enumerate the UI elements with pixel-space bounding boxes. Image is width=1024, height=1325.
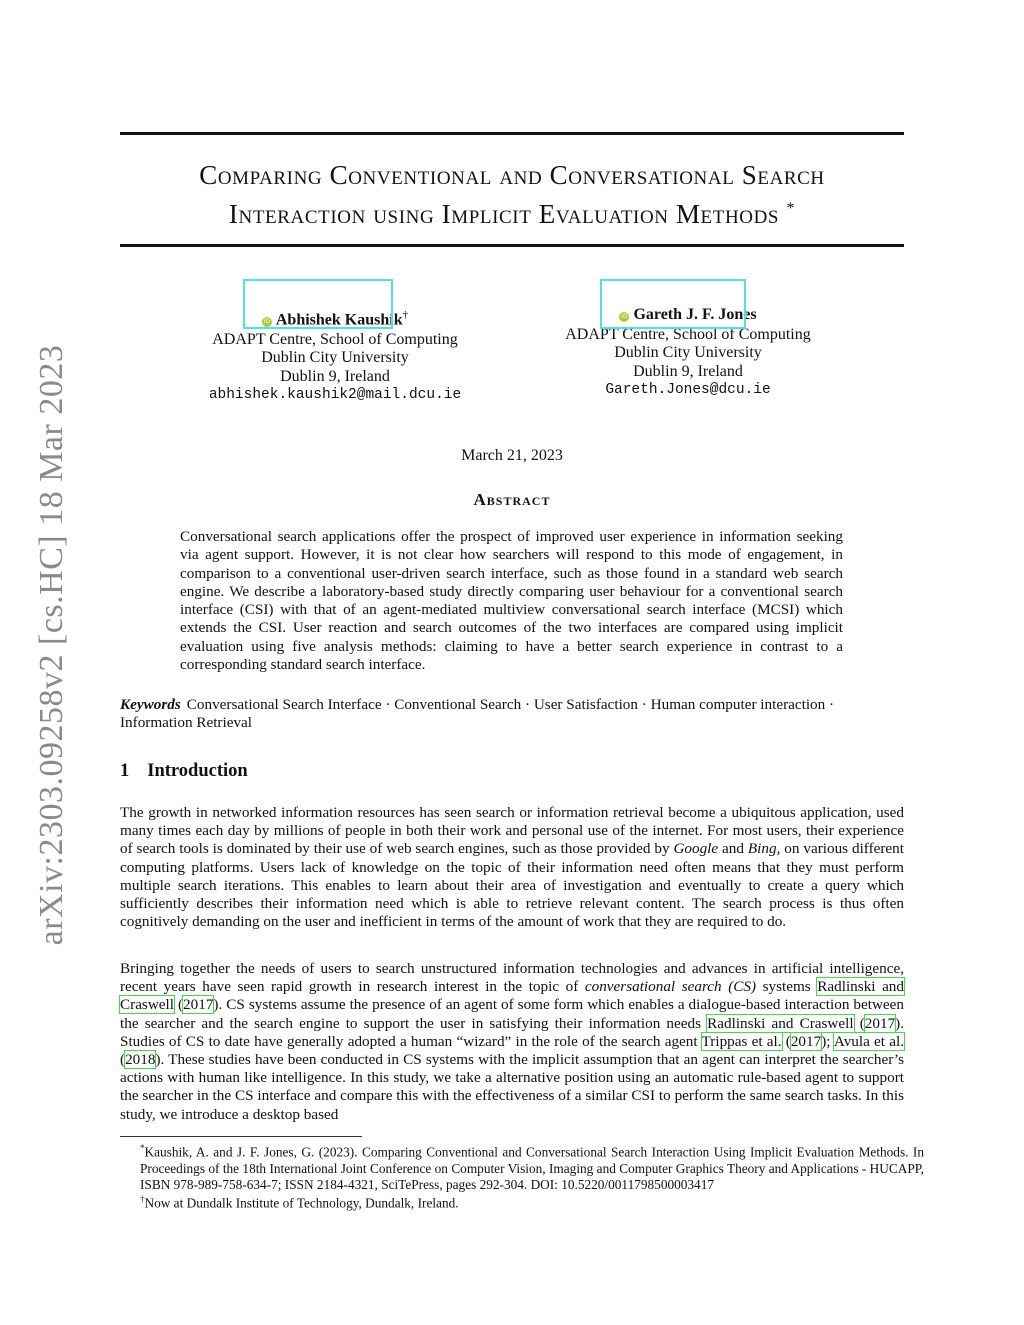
emphasis-bing: Bing: [747, 840, 777, 858]
author-name-link[interactable]: [617, 305, 758, 326]
title-line-1: Comparing Conventional and Conversational Search: [199, 160, 825, 190]
citation-year-link[interactable]: 2018: [125, 1051, 156, 1069]
abstract-heading: Abstract: [473, 490, 551, 509]
title-bottom-rule: [120, 244, 904, 247]
footnote-rule: [120, 1136, 362, 1137]
citation-year-link[interactable]: 2017: [183, 996, 214, 1014]
paragraph-text: , on various different computing platforms. Users lack of knowledge on the topic of their information need often means that they must perform multiple search iterations. This enables to learn about their area of investigation and eventually to create a query which sufficiently describes their information need which is able to retrieve relevant content. The search process is thus often cognitively demanding on the user and inefficient in terms of the amount of work that they are required to do.: [120, 840, 904, 931]
section-title: Introduction: [147, 761, 248, 781]
paragraph-text: and: [718, 840, 748, 858]
paragraph-text: . CS systems assume the presence of an agent of some form which enables a dialogue-based interaction between the searcher and the search engine to support the user in satisfying their information needs: [120, 996, 904, 1032]
emphasis-google: Google: [673, 840, 719, 858]
keywords: [120, 696, 904, 733]
footnote-text: Kaushik, A. and J. F. Jones, G. (2023). Comparing Conventional and Conversational Search Interaction Using Implicit Evaluation Methods. In Proceedings of the 18th International Joint Conference on Computer Vision, Imaging and Computer Graphics Theory and Applications - HUCAPP, ISBN 978-989-758-634-7; ISSN 2184-4321, SciTePress, pages 292-304. DOI: 10.5220/0011798500003417: [140, 1144, 924, 1193]
section-number: 1: [120, 761, 130, 781]
section-heading-introduction: [120, 761, 248, 782]
author-block-1: [185, 305, 485, 405]
paragraph-text: . These studies have been conducted in CS systems with the implicit assumption that an agent can interpret the searcher’s actions with human like intelligence. In this study, we take a alternative position using an automatic rule-based agent to support the searcher in the CS interface and compare this with the effectiveness of a similar CSI to perform the same search tasks. In this study, we introduce a desktop based: [120, 1051, 904, 1123]
paper-date: March 21, 2023: [461, 447, 563, 464]
paper-title: [120, 158, 904, 231]
citation-link[interactable]: Trippas et al.: [701, 1032, 782, 1050]
orcid-icon[interactable]: iD: [263, 318, 271, 326]
keywords-text: Conversational Search Interface · Conventional Search · User Satisfaction · Human computer interaction · Information Retrieval: [120, 696, 835, 732]
footnote-text: Now at Dundalk Institute of Technology, Dundalk, Ireland.: [144, 1195, 459, 1211]
title-top-rule: [120, 132, 904, 135]
footnote-marker: †: [140, 1194, 145, 1204]
footnote-2: [120, 1191, 924, 1212]
author-name: Abhishek Kaushik: [275, 311, 403, 329]
author-block-2: [538, 305, 838, 400]
author-email[interactable]: Gareth.Jones@dcu.ie: [605, 382, 771, 398]
paragraph-text: Bringing together the needs of users to search unstructured information technologies and advances in artificial intelligence, recent years have seen rapid growth in research interest in the topic of: [120, 960, 904, 996]
citation-separator: ;: [826, 1032, 834, 1050]
footnote-marker: *: [140, 1143, 145, 1153]
author-university: Dublin City University: [614, 344, 762, 361]
author-university: Dublin City University: [261, 349, 409, 367]
paragraph-text: systems: [756, 978, 818, 996]
citation-link[interactable]: Radlinski and Craswell: [707, 1014, 854, 1032]
author-affiliation: ADAPT Centre, School of Computing: [565, 325, 811, 343]
citation-link[interactable]: Radlinski and Craswell: [120, 978, 904, 1014]
intro-paragraph-2: Bringing together the needs of users to search unstructured information technologies and advances in artificial intelligence, recent years have seen rapid growth in research interest in the topic of conversational search (CS) systems Radlinski and Craswell (2017). CS systems assume the presence of an agent of some form which enables a dialogue-based interaction between the searcher and the search engine to support the user in satisfying their information needs Radlinski and Craswell (2017). Studies of CS to date have generally adopted a human “wizard” in the role of the search agent Trippas et al. (2017); Avula et al. (2018). These studies have been conducted in CS systems with the implicit assumption that an agent can interpret the searcher’s actions with human like intelligence. In this study, we take a alternative position using an automatic rule-based agent to support the searcher in the CS interface and compare this with the effectiveness of a similar CSI to perform the same search tasks. In this study, we introduce a desktop based: [120, 960, 905, 1123]
author-email[interactable]: abhishek.kaushik2@mail.dcu.ie: [208, 387, 462, 404]
footnote-1: [120, 1140, 924, 1194]
author-affiliation: ADAPT Centre, School of Computing: [212, 330, 458, 348]
emphasis-conversational-search: conversational search (CS): [584, 978, 757, 996]
paragraph-text: . Studies of CS to date have generally adopted a human “wizard” in the role of the search agent: [120, 1014, 905, 1050]
orcid-icon[interactable]: iD: [621, 313, 628, 320]
keywords-label: Keywords: [120, 696, 181, 713]
author-city: Dublin 9, Ireland: [633, 362, 743, 380]
citation-year-link[interactable]: 2017: [864, 1014, 896, 1032]
author-name-link[interactable]: [260, 305, 410, 331]
title-footnote-marker[interactable]: *: [786, 200, 796, 217]
intro-paragraph-1: [120, 804, 904, 931]
title-line-2: [120, 192, 904, 231]
author-city: Dublin 9, Ireland: [280, 367, 390, 385]
abstract-text: Conversational search applications offer the prospect of improved user experience in information seeking via agent support. However, it is not clear how searchers will respond to this mode of engagement, in comparison to a conventional user-driven search interface, such as those found in a standard web search engine. We describe a laboratory-based study directly comparing user behaviour for a conventional search interface (CSI) with that of an agent-mediated multiview conversational search interface (MCSI) which extends the CSI. User reaction and search outcomes of the two interfaces are compared using implicit evaluation using five analysis methods: claiming to have a better search experience in contrast to a corresponding standard search interface.: [180, 528, 843, 674]
arxiv-identifier-stamp: arXiv:2303.09258v2 [cs.HC] 18 Mar 2023: [33, 344, 70, 946]
author-name: Gareth J. F. Jones: [633, 306, 757, 323]
citation-year-link[interactable]: 2017: [790, 1032, 822, 1050]
author-footnote-marker[interactable]: †: [402, 309, 409, 321]
citation-link[interactable]: Avula et al.: [833, 1032, 904, 1050]
paragraph-text: The growth in networked information resources has seen search or information retrieval become a ubiquitous application, used many times each day by millions of people in both their work and personal use of the internet. For most users, their experience of search tools is dominated by their use of web search engines, such as those provided by: [120, 804, 904, 858]
title-line-2-text: Interaction using Implicit Evaluation Methods: [228, 199, 780, 229]
